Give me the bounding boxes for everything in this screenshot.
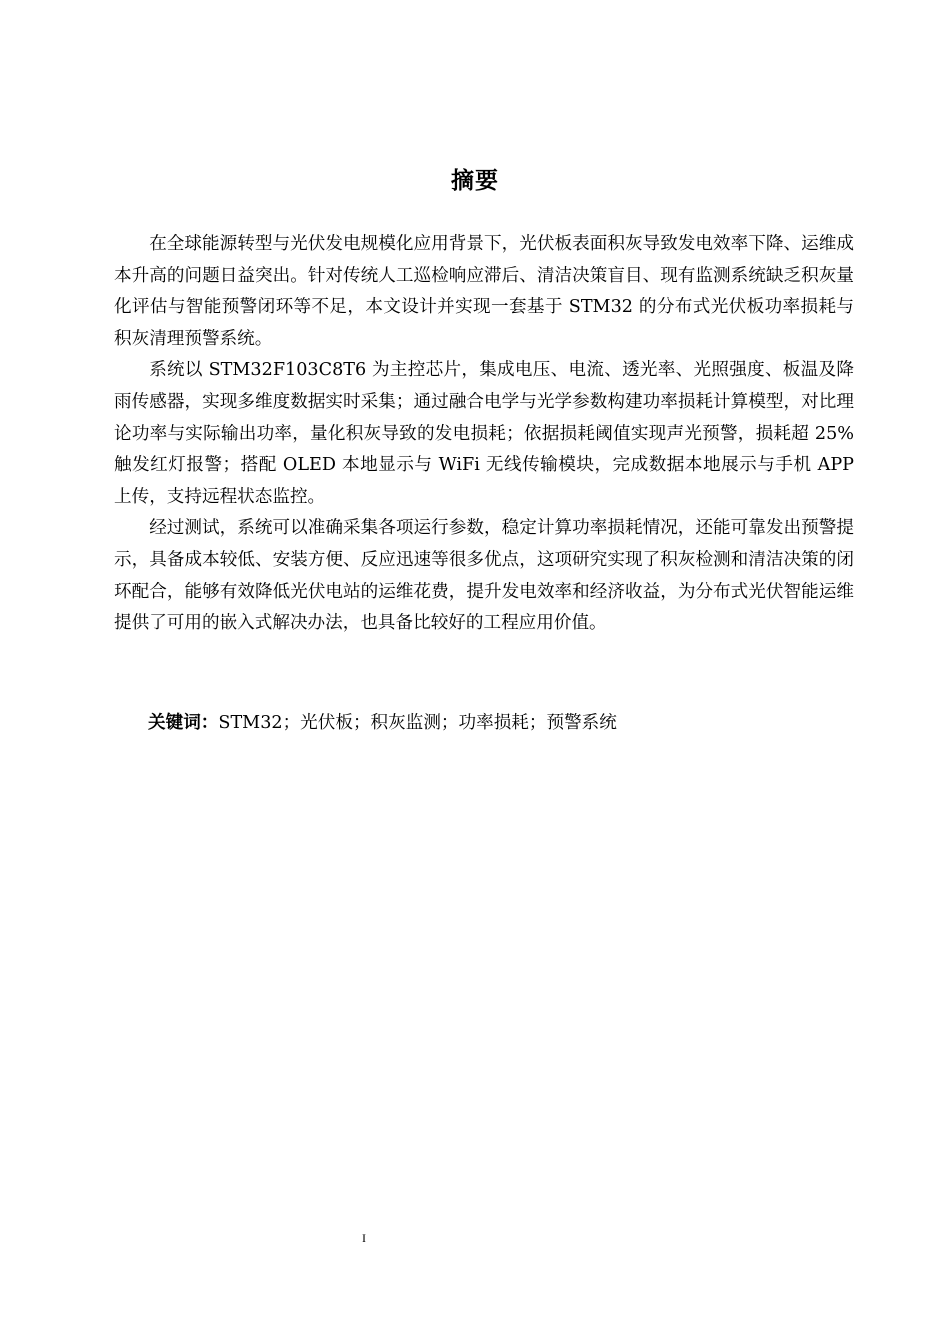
page-title: 摘要 <box>451 168 499 194</box>
abstract-body <box>114 229 854 640</box>
keywords-value: STM32；光伏板；积灰监测；功率损耗；预警系统 <box>218 713 617 733</box>
abstract-paragraph-1: 在全球能源转型与光伏发电规模化应用背景下，光伏板表面积灰导致发电效率下降、运维成本升高的问题日益突出。针对传统人工巡检响应滞后、清洁决策盲目、现有监测系统缺乏积灰量化评估与智能预警闭环等不足，本文设计并实现一套基于 STM32 的分布式光伏板功率损耗与积灰清理预警系统。 <box>114 234 854 349</box>
abstract-paragraph-2: 系统以 STM32F103C8T6 为主控芯片，集成电压、电流、透光率、光照强度、板温及降雨传感器，实现多维度数据实时采集；通过融合电学与光学参数构建功率损耗计算模型，对比理论功率与实际输出功率，量化积灰导致的发电损耗；依据损耗阈值实现声光预警，损耗超 25% 触发红灯报警；搭配 OLED 本地显示与 WiFi 无线传输模块，完成数据本地展示与手机 APP 上传，支持远程状态监控。 <box>114 360 854 507</box>
page-number: I <box>362 1231 366 1245</box>
abstract-paragraph-3: 经过测试，系统可以准确采集各项运行参数，稳定计算功率损耗情况，还能可靠发出预警提示，具备成本较低、安装方便、反应迅速等很多优点，这项研究实现了积灰检测和清洁决策的闭环配合，能够有效降低光伏电站的运维花费，提升发电效率和经济收益，为分布式光伏智能运维提供了可用的嵌入式解决办法，也具备比较好的工程应用价值。 <box>114 518 854 634</box>
keywords-line <box>148 708 617 738</box>
keywords-label: 关键词： <box>148 713 219 733</box>
